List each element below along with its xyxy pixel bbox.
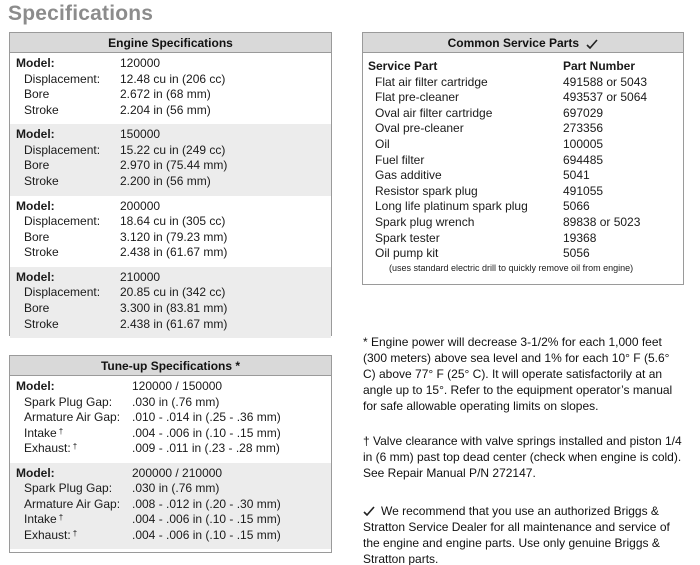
service-parts-title: Common Service Parts — [447, 36, 580, 50]
bore-label: Bore — [24, 301, 50, 316]
parts-row — [363, 153, 683, 169]
intake-value: .004 - .006 in (.10 - .15 mm) — [132, 425, 281, 440]
part-number: 19368 — [563, 230, 597, 245]
stroke-value: 2.438 in (61.67 mm) — [120, 245, 228, 260]
dealer-recommendation-note — [363, 503, 683, 565]
engine-specifications-table — [9, 32, 332, 336]
parts-row — [363, 199, 683, 215]
intake-label: Intake † — [24, 512, 64, 527]
model-label: Model: — [16, 56, 55, 70]
displacement-value: 18.64 cu in (305 cc) — [120, 214, 226, 229]
spark-plug-gap-value: .030 in (.76 mm) — [132, 481, 220, 496]
bore-value: 2.970 in (75.44 mm) — [120, 158, 228, 173]
column-header-part-number: Part Number — [563, 59, 636, 73]
parts-footnote: (uses standard electric drill to quickly remove oil from engine) — [389, 262, 634, 273]
dealer-recommendation-text: We recommend that you use an authorized Briggs & Stratton Service Dealer for all maintenance and service of the engine and engine parts. Use only genuine Briggs & Stratton parts. — [363, 504, 670, 565]
engine-power-note: * Engine power will decrease 3-1/2% for each 1,000 feet (300 meters) above sea level and 1% for each 10° F (5.6° C) above 77° F (25° C). It will operate satisfactorily at an angle up to 15°. Refer to the equipment operator’s manual for safe allowable operating limits on slopes. — [363, 335, 673, 413]
displacement-value: 15.22 cu in (249 cc) — [120, 142, 226, 157]
armature-air-gap-label: Armature Air Gap: — [24, 496, 121, 511]
service-part-name: Oil — [375, 136, 390, 151]
service-part-name: Gas additive — [375, 168, 442, 183]
spark-plug-gap-value: .030 in (.76 mm) — [132, 394, 220, 409]
service-part-name: Flat air filter cartridge — [375, 74, 488, 89]
stroke-value: 2.204 in (56 mm) — [120, 102, 211, 117]
service-part-name: Resistor spark plug — [375, 183, 478, 198]
intake-label: Intake † — [24, 425, 64, 440]
engine-spec-block — [10, 196, 331, 267]
valve-clearance-note: † Valve clearance with valve springs installed and piston 1/4 in (6 mm) past top dead center (check when engine is cold). See Repair Manual P/N 272147. — [363, 434, 682, 480]
stroke-label: Stroke — [24, 316, 59, 331]
bore-label: Bore — [24, 87, 50, 102]
model-label: Model: — [16, 465, 55, 480]
page-title: Specifications — [8, 2, 154, 25]
parts-row — [363, 90, 683, 106]
service-part-name: Flat pre-cleaner — [375, 90, 460, 105]
part-number: 100005 — [563, 136, 604, 151]
displacement-value: 20.85 cu in (342 cc) — [120, 285, 226, 300]
part-number: 493537 or 5064 — [563, 90, 648, 105]
engine-specs-header: Engine Specifications — [10, 33, 331, 53]
displacement-label: Displacement: — [24, 214, 101, 229]
dagger-mark: † — [58, 426, 64, 436]
service-parts-header — [363, 33, 683, 53]
bore-value: 3.120 in (79.23 mm) — [120, 229, 228, 244]
tuneup-spec-block — [10, 463, 331, 550]
displacement-label: Displacement: — [24, 285, 101, 300]
dagger-mark: † — [72, 442, 78, 452]
service-part-name: Fuel filter — [375, 152, 425, 167]
parts-row — [363, 168, 683, 184]
column-header-service-part: Service Part — [368, 59, 438, 73]
engine-spec-block — [10, 53, 331, 124]
part-number: 5066 — [563, 199, 590, 214]
armature-air-gap-value: .010 - .014 in (.25 - .36 mm) — [132, 410, 281, 425]
part-number: 5056 — [563, 246, 590, 261]
dagger-mark: † — [72, 528, 78, 538]
part-number: 694485 — [563, 152, 604, 167]
stroke-label: Stroke — [24, 174, 59, 189]
bore-label: Bore — [24, 229, 50, 244]
exhaust-label: Exhaust: † — [24, 441, 78, 456]
parts-row — [363, 246, 683, 262]
part-number: 697029 — [563, 105, 604, 120]
model-value: 210000 — [120, 269, 161, 284]
stroke-label: Stroke — [24, 102, 59, 117]
bore-label: Bore — [24, 158, 50, 173]
armature-air-gap-label: Armature Air Gap: — [24, 410, 121, 425]
bore-value: 2.672 in (68 mm) — [120, 87, 211, 102]
model-value: 120000 / 150000 — [132, 379, 223, 393]
stroke-value: 2.438 in (61.67 mm) — [120, 316, 228, 331]
service-part-name: Oval air filter cartridge — [375, 105, 493, 120]
model-value: 150000 — [120, 127, 161, 142]
checkmark-icon — [363, 506, 375, 516]
model-label: Model: — [16, 127, 55, 142]
stroke-label: Stroke — [24, 245, 59, 260]
parts-row — [363, 75, 683, 91]
model-label: Model: — [16, 198, 55, 213]
service-part-name: Spark tester — [375, 230, 440, 245]
service-part-name: Spark plug wrench — [375, 214, 475, 229]
part-number: 491588 or 5043 — [563, 74, 648, 89]
parts-row — [363, 184, 683, 200]
service-part-name: Long life platinum spark plug — [375, 199, 528, 214]
parts-row — [363, 121, 683, 137]
engine-spec-block — [10, 124, 331, 195]
bore-value: 3.300 in (83.81 mm) — [120, 301, 228, 316]
service-part-name: Oil pump kit — [375, 246, 439, 261]
engine-spec-block — [10, 267, 331, 338]
model-value: 200000 — [120, 198, 161, 213]
dagger-mark: † — [58, 513, 64, 523]
displacement-value: 12.48 cu in (206 cc) — [120, 71, 226, 86]
displacement-label: Displacement: — [24, 142, 101, 157]
model-value: 120000 — [120, 56, 161, 70]
parts-row — [363, 215, 683, 231]
parts-row — [363, 231, 683, 247]
part-number: 89838 or 5023 — [563, 214, 641, 229]
armature-air-gap-value: .008 - .012 in (.20 - .30 mm) — [132, 496, 281, 511]
spark-plug-gap-label: Spark Plug Gap: — [24, 481, 113, 496]
exhaust-value: .004 - .006 in (.10 - .15 mm) — [132, 527, 281, 542]
common-service-parts-table — [362, 32, 684, 285]
model-label: Model: — [16, 269, 55, 284]
parts-row — [363, 137, 683, 153]
tuneup-specs-header: Tune-up Specifications * — [10, 356, 331, 376]
model-value: 200000 / 210000 — [132, 465, 223, 480]
intake-value: .004 - .006 in (.10 - .15 mm) — [132, 512, 281, 527]
checkmark-icon — [586, 39, 598, 49]
parts-column-headers — [363, 59, 683, 75]
stroke-value: 2.200 in (56 mm) — [120, 174, 211, 189]
spark-plug-gap-label: Spark Plug Gap: — [24, 394, 113, 409]
service-part-name: Oval pre-cleaner — [375, 121, 464, 136]
part-number: 491055 — [563, 183, 604, 198]
model-label: Model: — [16, 379, 55, 393]
part-number: 5041 — [563, 168, 590, 183]
parts-row — [363, 106, 683, 122]
part-number: 273356 — [563, 121, 604, 136]
exhaust-value: .009 - .011 in (.23 - .28 mm) — [132, 441, 280, 456]
displacement-label: Displacement: — [24, 71, 101, 86]
tuneup-specifications-table — [9, 355, 332, 553]
tuneup-spec-block — [10, 376, 331, 463]
exhaust-label: Exhaust: † — [24, 527, 78, 542]
